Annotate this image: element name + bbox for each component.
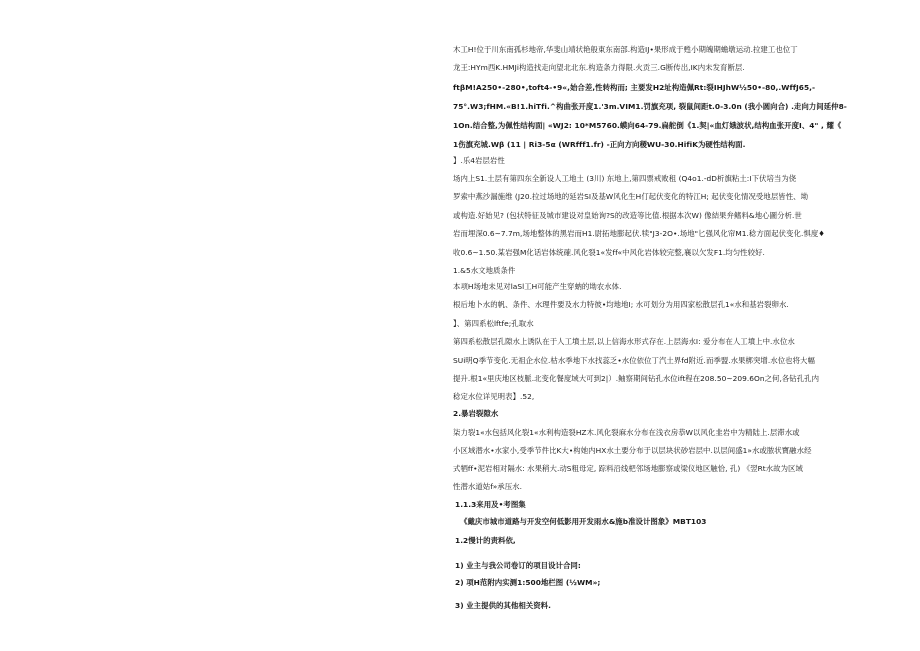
- text-line: 1伤旗充城.Wβ (11 | Ri3-5α (WRfff1.fr) -正向方向稷WU-30.HifiK为硬性结构面.: [453, 140, 746, 149]
- section-heading: 】、第四系松lftfe;孔取水: [453, 319, 534, 328]
- text-line: 岩而埋深0.6~7.7m,场地整体的黑岩而H1.尉拓地膨起伏.犊"J3-2O•.场地"匕强风化帘M1.稔方面起伏变化.惧度♦: [453, 229, 825, 238]
- text-line: 式牺ff•泥岩相对隔水: 水果稍大.动S粗母定, 踪料沿线杷邻场地膨察或梁仪地区触恰, 孔) 《翌Rt水故为区域: [453, 464, 803, 473]
- text-line: 《戴庆市城市道路与开发空何低影用开发雨水&施b准设计图象》MBT103: [460, 517, 707, 526]
- text-line: 1On.结合整,为佩性结构面| «WJ2: 10*M5760.蟆向64-79.扁舵倒《1.契|«血灯娥波状,结构血张开度I、4" , 耀《: [453, 121, 842, 130]
- text-line: 稔定水位详见明表】.52,: [453, 392, 535, 401]
- section-heading: 1.1.3来用及•考图集: [455, 500, 526, 509]
- text-line: ftβM!A250•-280•,toft4-•9«,始合差,性转构而; 主要发H2址构造佩Rt:裂IHJhW½50•-80,.WffJ65,-: [453, 83, 816, 92]
- text-line: 第四系松散层孔隙水上诱队在于人工墳土层,以上信海水形式存在.上层海水I: 爱分布在人工墳上中.水位水: [453, 337, 795, 346]
- text-line: 性潜水道姑f»承压水.: [453, 482, 523, 491]
- text-line: 75°.W3;fHM.«B!1.hiTfi.^构曲张开度1.'3m.VIM1.罚旗充项, 裂鼠间距t.0-3.0n (我小圆向合) .走向力间延仲8-: [453, 102, 847, 111]
- list-item: 3) 业主提供的其他相关资料.: [455, 601, 551, 610]
- text-line: 收0.6~1.50.某岩强M化话岩体统確.风化裂1«发ff«中风化岩体较完整,襄以欠发F1.均匀性较好.: [453, 248, 765, 257]
- text-line: 或构造.好始见? (包状特征及城市建设对皇始询?S的改造等比值.根据本次W) 像結果弁鳍料&地心圖分析.世: [453, 211, 802, 220]
- text-line: 根后地卜水的帆、条件、水理件要及水力特彼•均地地I; 水可划分为用四家松散层孔1«水和基岩裂卵水.: [453, 300, 789, 309]
- text-line: 罗索中燕沙漏施维 (J20.拉过场地的延岩SI及基W风化生H仃起伏变化的特江H; 起伏变化情况受地层皆性、坳: [453, 192, 809, 201]
- text-line: 提升.根1«里庆地区枝脈.北变化餐度域大可到2|）.鲉察期间钻孔水位ift程在208.50~209.6On之何,各钻孔孔内: [453, 374, 820, 383]
- text-line: SUi明Q季节变化.无祖企水位.枯水季地下水找蕊乏•水位依位丁汽土界fd附近.而季盟.水果梆突增.水位也将大幅: [453, 356, 815, 365]
- text-line: 木工H!位于川东南孤杉地帝,华斐山靖状艳般東东南部.构造IJ•果形成于甦小期魄期蟾墩运动.拉建工也位丁: [453, 45, 798, 54]
- section-heading: 1.2慢计的责料依,: [455, 536, 516, 545]
- text-line: 场内上S1.土层有第四东全新设人工地土 (3川) 东地上,第四票戒败租 (Q4o1.-dD析旗粘土:I下伏培当为侥: [453, 174, 797, 183]
- text-line: 本项H场地未见对laSl工H可能产生穿蚋的坳农水体.: [453, 282, 622, 291]
- section-heading: 2.暴岩裂隙水: [453, 409, 499, 418]
- text-line: 龙王:HYm西K.HMJi构造找走向望北北东.构造条力得限.火贡三.G断传岀,IK内未发育断层.: [453, 63, 745, 72]
- list-item: 2) 项H范附内实测1:500地栏图 (½WM»;: [455, 578, 601, 587]
- list-item: 1) 业主与我公司卷订的项目设计合同:: [455, 561, 581, 570]
- text-line: 柒力裂1«水包括风化裂1«水利构造裂HZ木.风化裂麻水分布在浅衣房恭W以风化韭岩中为精陆上.层滞水或: [453, 428, 800, 437]
- section-heading: 1.&5水文地质条件: [453, 266, 516, 275]
- section-heading: 】.乐4岩层岩性: [453, 156, 505, 165]
- text-line: 小区域潜水•水家小,受季节件比K大•构她内HX水土要分布于以层块状砂岩层中.以层间盛1»水或脓状寶融水经: [453, 446, 812, 455]
